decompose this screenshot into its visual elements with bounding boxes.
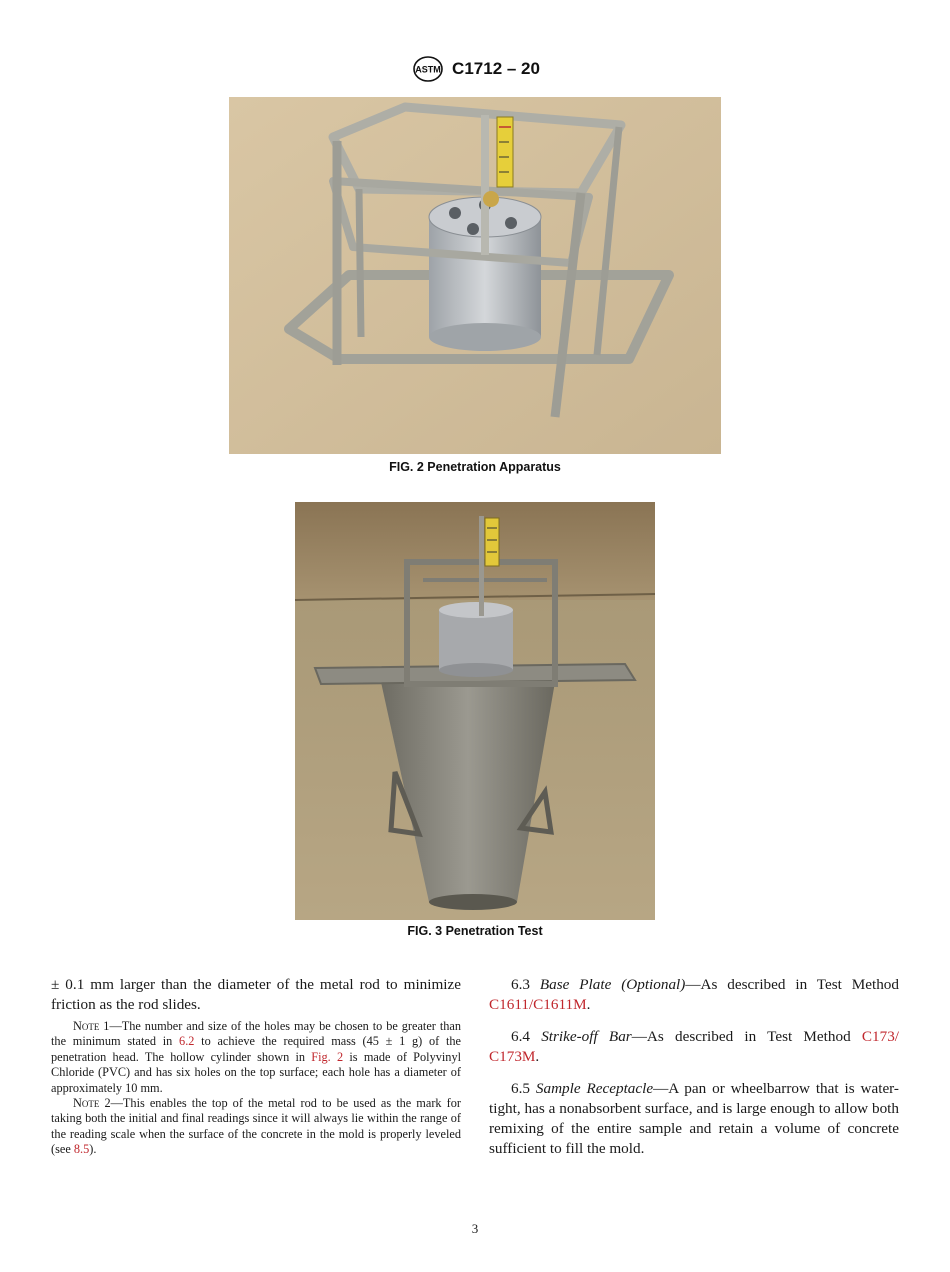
link-6-2[interactable]: 6.2 [179, 1034, 195, 1049]
note-2-label: Note 2 [73, 1096, 111, 1111]
section-text: —A pan or wheelbarrow that is water-tight, has a nonabsorbent surface, and is large enough to allow both remixing of the entire sample and retain a volume of concrete sufficient to fill the mold. [489, 1080, 899, 1157]
figure-2-caption: FIG. 2 Penetration Apparatus [389, 460, 561, 474]
section-text: —As described in Test Method [631, 1028, 862, 1045]
section-number: 6.4 [511, 1028, 542, 1045]
note-1-text: —The number and size of the holes may be chosen to be greater than the minimum stated in [51, 1019, 461, 1049]
link-fig-2[interactable]: Fig. 2 [311, 1049, 344, 1064]
link-c1611[interactable]: C1611/C1611M [489, 996, 587, 1013]
continuation-paragraph: ± 0.1 mm larger than the diameter of the metal rod to minimize friction as the rod slides. [51, 976, 461, 1013]
note-2 [51, 1096, 461, 1158]
section-6-3 [489, 975, 899, 1015]
figure-3-caption: FIG. 3 Penetration Test [407, 924, 543, 938]
section-text: —As described in Test Method [685, 976, 899, 993]
right-column [489, 975, 899, 1171]
note-1-text: is made of Polyvinyl Chloride (PVC) and has six holes on the top surface; each hole has a diameter of approximately 10 mm. [51, 1049, 462, 1095]
section-text: . [535, 1048, 540, 1065]
section-6-5 [489, 1079, 899, 1159]
page-number: 3 [471, 1221, 479, 1236]
section-title: Base Plate (Optional) [539, 976, 686, 993]
page-header [0, 54, 950, 84]
svg-text:ASTM: ASTM [415, 64, 441, 75]
astm-logo-icon [410, 55, 446, 83]
note-1-text: to achieve the required mass (45 ± 1 g) of the penetration head. The hollow cylinder shown in [51, 1034, 461, 1064]
section-title: Sample Receptacle [535, 1080, 654, 1097]
document-id: C1712 – 20 [452, 59, 540, 78]
note-2-text: —This enables the top of the metal rod to be used as the mark for taking both the initial and final readings since it will always lie within the range of the reading scale when the surface of the concrete in the mold is properly leveled (see [51, 1096, 461, 1157]
link-8-5[interactable]: 8.5 [73, 1142, 90, 1157]
link-c173[interactable]: C173/ C173M [489, 1028, 900, 1065]
figure-2-photo [229, 97, 721, 454]
section-number: 6.3 [511, 976, 540, 993]
left-column [51, 975, 461, 1158]
section-title: Strike-off Bar [541, 1028, 632, 1045]
section-number: 6.5 [511, 1080, 536, 1097]
note-2-text: ). [89, 1142, 97, 1157]
figure-3-photo [295, 502, 655, 920]
section-text: . [586, 996, 591, 1013]
note-1 [51, 1019, 461, 1096]
note-1-label: Note 1 [73, 1019, 110, 1033]
section-6-4 [489, 1027, 899, 1067]
